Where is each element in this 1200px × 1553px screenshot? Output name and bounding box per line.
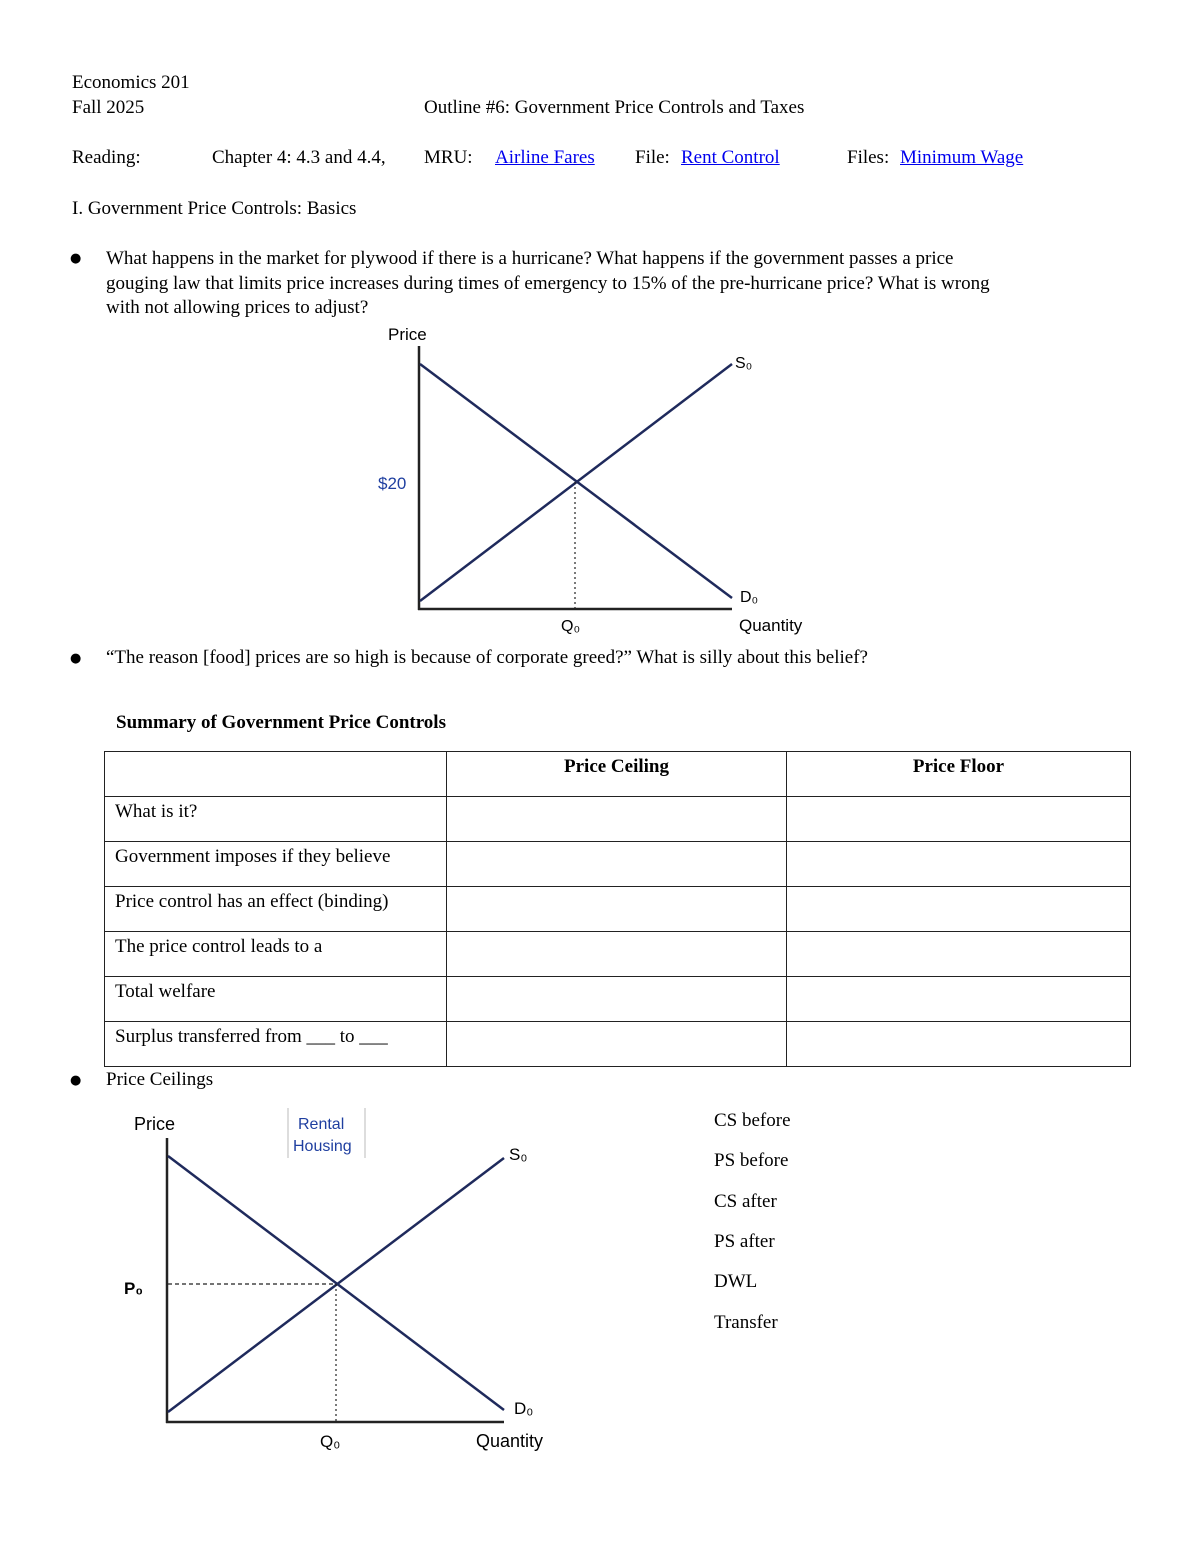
files-label: Files:	[847, 147, 890, 168]
table-header-blank	[105, 752, 447, 797]
table-row	[105, 932, 1131, 977]
plywood-question-line2: gouging law that limits price increases during times of emergency to 15% of the pre-hurricane price? What is wrong	[106, 272, 990, 294]
summary-title: Summary of Government Price Controls	[116, 712, 446, 733]
table-row	[105, 797, 1131, 842]
chart2-quantity-label: Q₀	[320, 1432, 341, 1451]
term: Fall 2025	[72, 97, 145, 118]
table-cell	[787, 797, 1131, 842]
reading-chapter: Chapter 4: 4.3 and 4.4,	[212, 147, 386, 168]
chart2-x-axis-label: Quantity	[476, 1431, 544, 1451]
table-cell	[447, 932, 787, 977]
plywood-question-line1: What happens in the market for plywood if there is a hurricane? What happens if the government passes a price	[106, 248, 954, 269]
table-cell	[787, 1022, 1131, 1067]
ps-after-label: PS after	[714, 1231, 775, 1252]
table-row	[105, 842, 1131, 887]
row-label: Surplus transferred from ___ to ___	[105, 1022, 447, 1067]
table-row	[105, 887, 1131, 932]
chart1-x-axis-label: Quantity	[739, 616, 803, 635]
dwl-label: DWL	[714, 1271, 758, 1292]
file-label: File:	[635, 147, 670, 168]
table-cell	[787, 932, 1131, 977]
chart1-quantity-label: Q₀	[561, 618, 581, 635]
market-label-line2: Housing	[293, 1138, 352, 1155]
corporate-greed-question: “The reason [food] prices are so high is because of corporate greed?” What is silly about this belief?	[106, 647, 868, 668]
chart2-price-label: P₀	[124, 1279, 144, 1298]
minimum-wage-link[interactable]: Minimum Wage	[900, 147, 1024, 168]
row-label: The price control leads to a	[105, 932, 447, 977]
chart2-demand-curve	[168, 1156, 504, 1410]
plywood-market-chart	[360, 320, 840, 640]
bullet-icon: ●	[70, 1073, 82, 1088]
table-cell	[447, 977, 787, 1022]
table-cell	[447, 797, 787, 842]
plywood-question-line3: with not allowing prices to adjust?	[106, 297, 369, 318]
reading-label: Reading:	[72, 147, 141, 168]
row-label: Price control has an effect (binding)	[105, 887, 447, 932]
table-cell	[787, 842, 1131, 887]
cs-before-label: CS before	[714, 1110, 791, 1131]
chart2-y-axis-label: Price	[134, 1114, 176, 1134]
table-cell	[447, 1022, 787, 1067]
chart1-y-axis-label: Price	[388, 325, 427, 344]
bullet-icon: ●	[70, 251, 82, 266]
transfer-label: Transfer	[714, 1312, 778, 1333]
table-row	[105, 977, 1131, 1022]
table-row	[105, 1022, 1131, 1067]
bullet-icon: ●	[70, 651, 82, 666]
course-name: Economics 201	[72, 72, 190, 93]
row-label: Government imposes if they believe	[105, 842, 447, 887]
rent-control-link[interactable]: Rent Control	[681, 147, 780, 168]
chart2-demand-label: D₀	[514, 1399, 534, 1418]
table-header-price-floor: Price Floor	[787, 752, 1131, 797]
outline-title: Outline #6: Government Price Controls and Taxes	[424, 97, 805, 118]
airline-fares-link[interactable]: Airline Fares	[495, 147, 595, 168]
table-cell	[787, 977, 1131, 1022]
price-ceilings-heading: Price Ceilings	[106, 1069, 214, 1090]
row-label: Total welfare	[105, 977, 447, 1022]
cs-after-label: CS after	[714, 1191, 777, 1212]
rental-housing-chart	[120, 1100, 580, 1460]
chart1-supply-label: S₀	[735, 355, 753, 372]
chart1-price-label: $20	[378, 474, 407, 493]
table-header-price-ceiling: Price Ceiling	[447, 752, 787, 797]
table-cell	[787, 887, 1131, 932]
table-header-row	[105, 752, 1131, 797]
chart1-demand-label: D₀	[740, 589, 759, 606]
summary-table	[104, 751, 1131, 1067]
row-label: What is it?	[105, 797, 447, 842]
ps-before-label: PS before	[714, 1150, 789, 1171]
chart2-supply-label: S₀	[509, 1145, 528, 1164]
table-cell	[447, 887, 787, 932]
table-cell	[447, 842, 787, 887]
section-heading: I. Government Price Controls: Basics	[72, 198, 357, 219]
mru-label: MRU:	[424, 147, 473, 168]
plywood-question	[106, 247, 1126, 321]
market-label-line1: Rental	[298, 1116, 345, 1133]
